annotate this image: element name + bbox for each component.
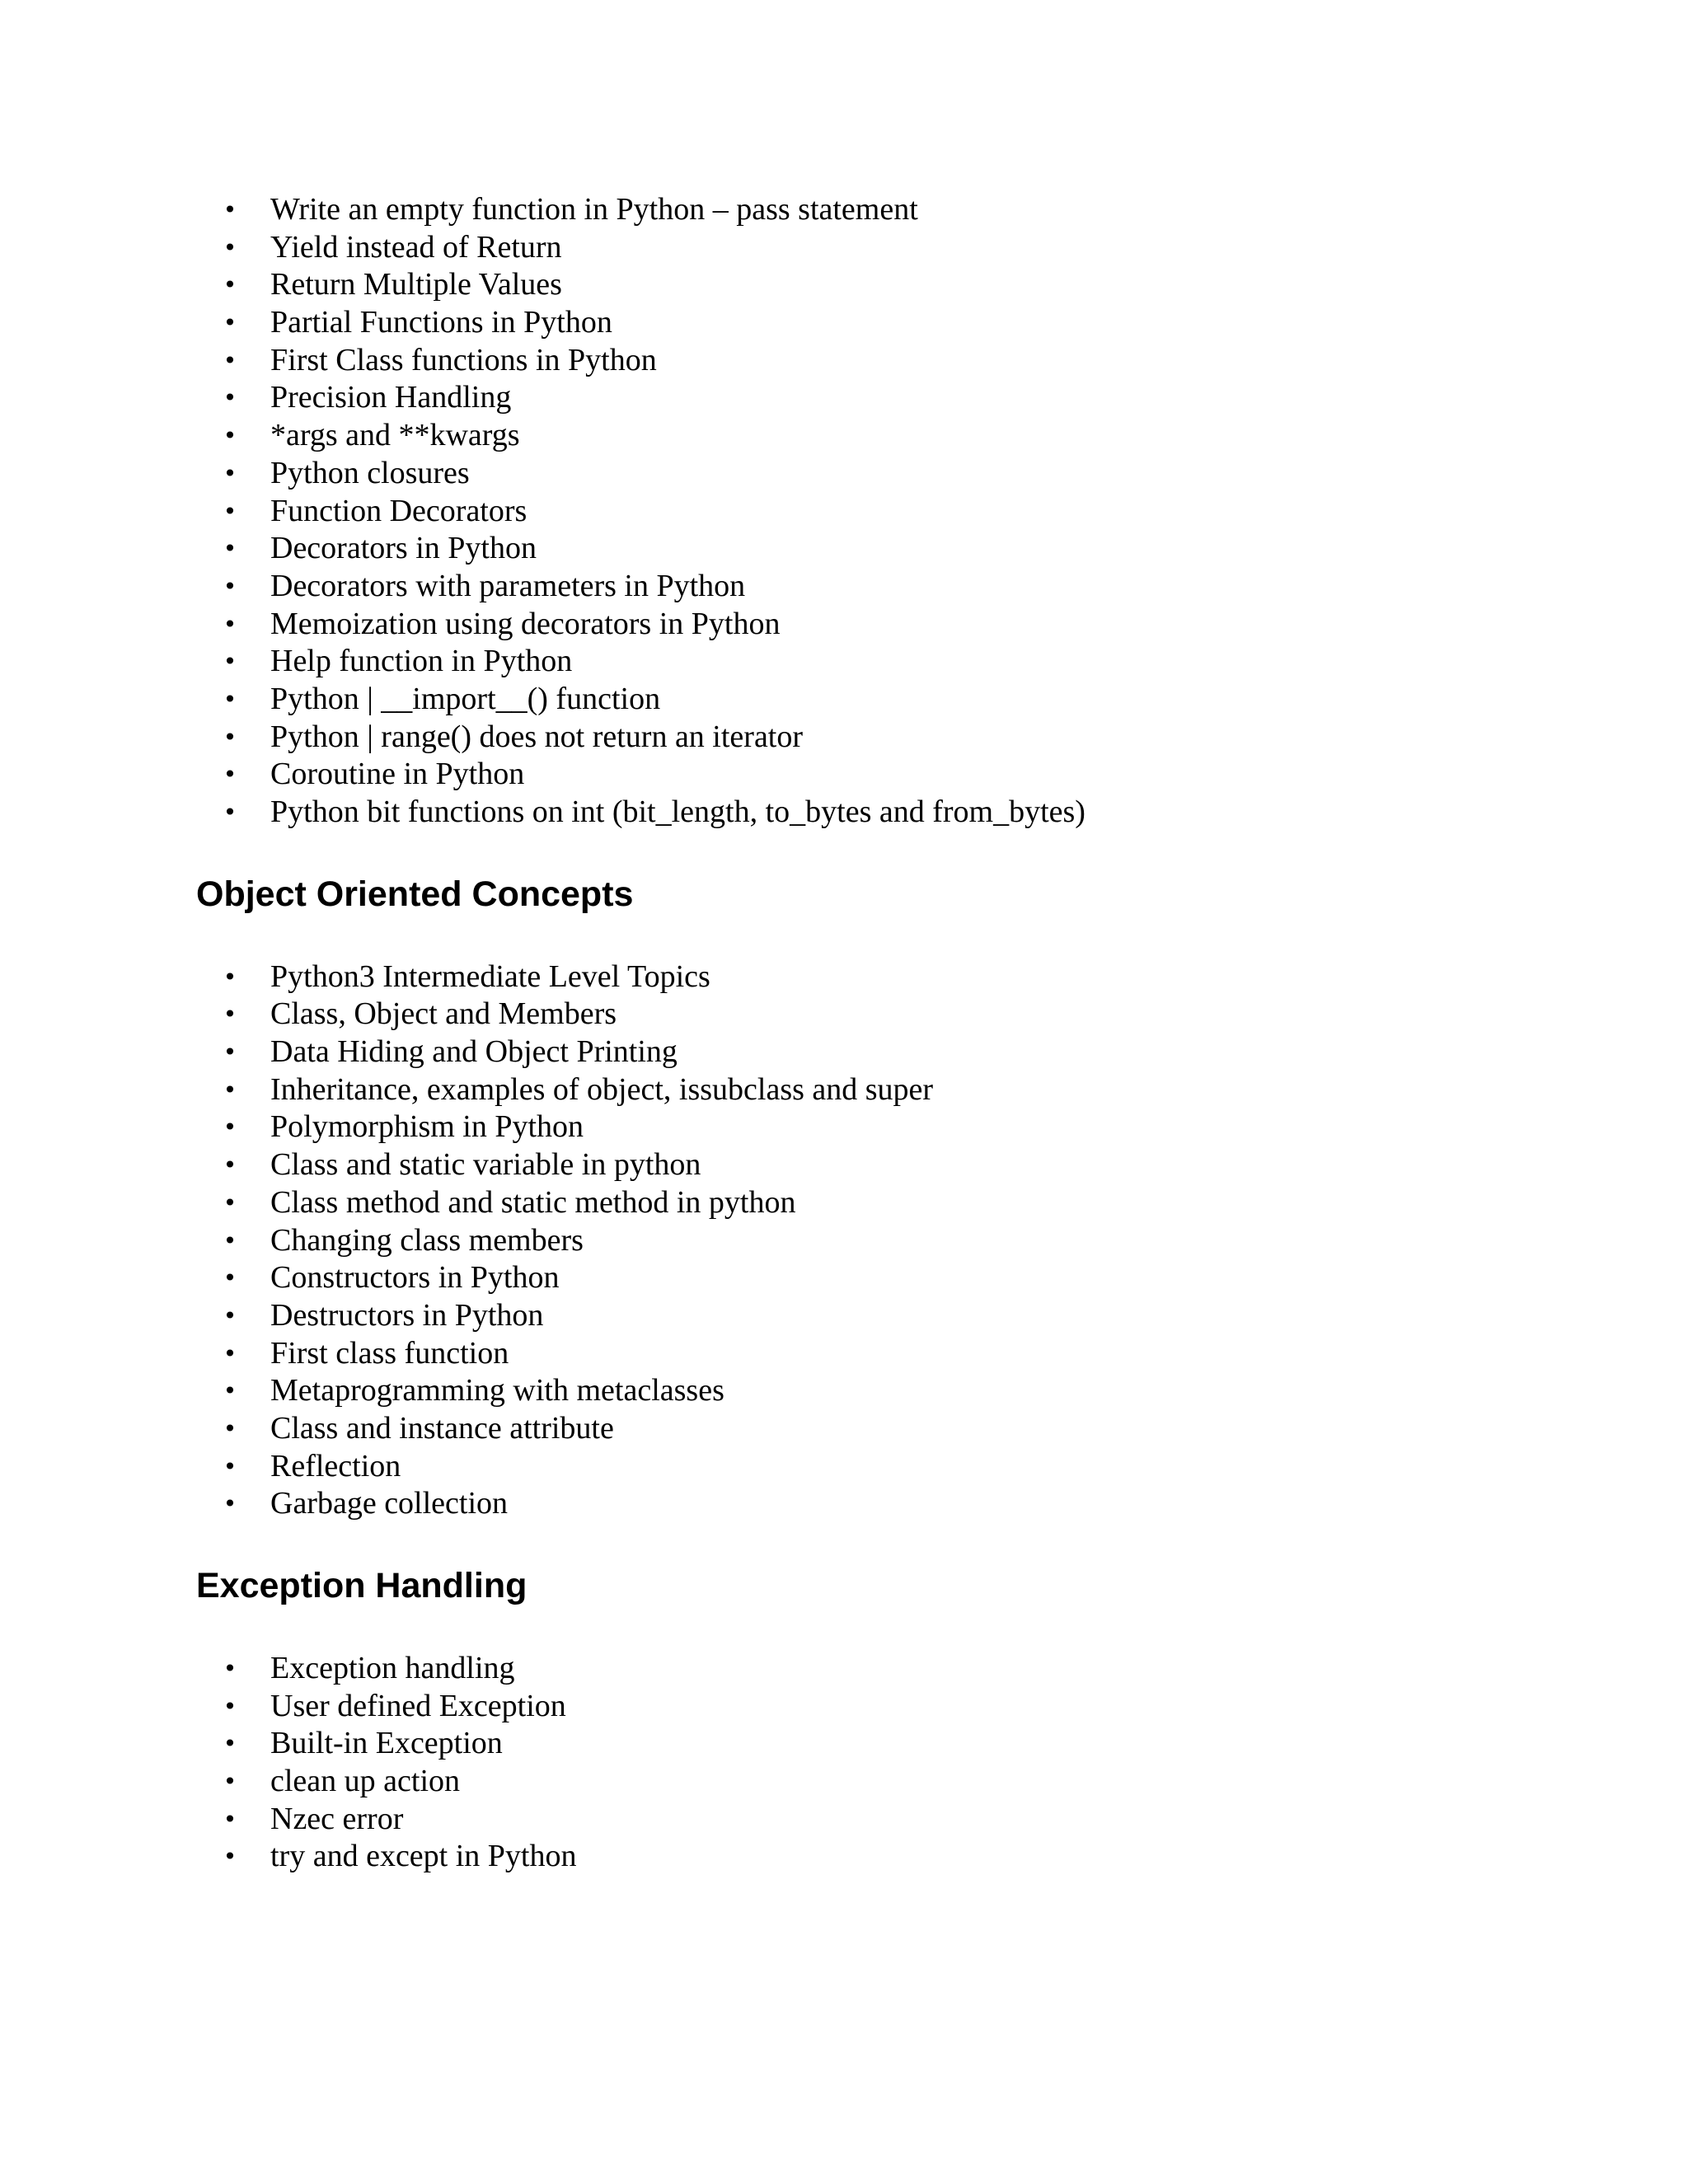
- list-item: [196, 1033, 1515, 1071]
- list-item: [196, 1372, 1515, 1410]
- list-item: [196, 1448, 1515, 1486]
- list-item: [196, 304, 1515, 342]
- list-item-text: Data Hiding and Object Printing: [270, 1034, 678, 1070]
- list-item-text: try and except in Python: [270, 1839, 577, 1874]
- bullet-icon: •: [223, 1076, 237, 1104]
- list-item: [196, 1108, 1515, 1146]
- list-item-text: Built-in Exception: [270, 1726, 503, 1761]
- bullet-icon: •: [223, 1414, 237, 1442]
- list-item-text: Python3 Intermediate Level Topics: [270, 958, 710, 994]
- list-item: [196, 1410, 1515, 1448]
- bullet-icon: •: [223, 1768, 237, 1796]
- bullet-icon: •: [223, 1655, 237, 1682]
- exception-topic-list: [196, 1650, 1515, 1876]
- list-item-text: Class and instance attribute: [270, 1410, 614, 1446]
- list-item: [196, 229, 1515, 267]
- bullet-icon: •: [223, 1843, 237, 1871]
- list-item-text: Exception handling: [270, 1651, 515, 1685]
- list-item-text: Changing class members: [270, 1222, 584, 1258]
- list-item-text: Inheritance, examples of object, issubclass and super: [270, 1071, 934, 1107]
- bullet-icon: •: [223, 1188, 237, 1216]
- list-item: [196, 1763, 1515, 1801]
- list-item-text: Precision Handling: [270, 380, 512, 415]
- bullet-icon: •: [223, 459, 237, 487]
- bullet-icon: •: [223, 1151, 237, 1179]
- bullet-icon: •: [223, 648, 237, 676]
- list-item: [196, 1650, 1515, 1688]
- list-item: [196, 1688, 1515, 1726]
- bullet-icon: •: [223, 799, 237, 826]
- list-item: [196, 1485, 1515, 1523]
- list-item: [196, 1222, 1515, 1260]
- list-item: [196, 1335, 1515, 1373]
- bullet-icon: •: [223, 1301, 237, 1329]
- list-item-text: Class method and static method in python: [270, 1184, 796, 1220]
- list-item: [196, 417, 1515, 455]
- bullet-icon: •: [223, 1226, 237, 1254]
- list-item: [196, 1146, 1515, 1184]
- list-item: [196, 568, 1515, 606]
- list-item-text: Partial Functions in Python: [270, 305, 612, 340]
- list-item-text: Polymorphism in Python: [270, 1109, 584, 1145]
- list-item: [196, 756, 1515, 794]
- bullet-icon: •: [223, 346, 237, 374]
- list-item-text: Yield instead of Return: [270, 229, 562, 265]
- list-item: [196, 1071, 1515, 1109]
- list-item-text: Nzec error: [270, 1801, 404, 1836]
- list-item: [196, 1801, 1515, 1839]
- list-item-text: Function Decorators: [270, 493, 528, 528]
- bullet-icon: •: [223, 497, 237, 525]
- list-item: [196, 455, 1515, 493]
- bullet-icon: •: [223, 1452, 237, 1480]
- bullet-icon: •: [223, 1490, 237, 1518]
- bullet-icon: •: [223, 535, 237, 563]
- list-item-text: First class function: [270, 1335, 509, 1371]
- list-item-text: *args and **kwargs: [270, 418, 520, 453]
- list-item-text: Return Multiple Values: [270, 267, 562, 302]
- list-item: [196, 1259, 1515, 1297]
- list-item: [196, 643, 1515, 681]
- section-heading-object-oriented-concepts: Object Oriented Concepts: [196, 874, 634, 914]
- document-content: [196, 191, 1515, 1876]
- bullet-icon: •: [223, 384, 237, 412]
- bullet-icon: •: [223, 1805, 237, 1833]
- list-item: [196, 719, 1515, 757]
- bullet-icon: •: [223, 1113, 237, 1141]
- list-item-text: Metaprogramming with metaclasses: [270, 1373, 724, 1408]
- list-item: [196, 530, 1515, 568]
- list-item-text: Python bit functions on int (bit_length, to_bytes and from_bytes): [270, 794, 1085, 829]
- bullet-icon: •: [223, 196, 237, 223]
- list-item-text: Decorators with parameters in Python: [270, 568, 746, 603]
- list-item-text: Class and static variable in python: [270, 1147, 701, 1183]
- list-item: [196, 794, 1515, 832]
- list-item-text: Destructors in Python: [270, 1297, 544, 1333]
- bullet-icon: •: [223, 1377, 237, 1405]
- list-item: [196, 493, 1515, 531]
- list-item: [196, 996, 1515, 1033]
- bullet-icon: •: [223, 1692, 237, 1720]
- list-item-text: Constructors in Python: [270, 1260, 560, 1296]
- list-item: [196, 1297, 1515, 1335]
- functions-topic-list: [196, 191, 1515, 832]
- list-item-text: Write an empty function in Python – pass statement: [270, 192, 918, 227]
- bullet-icon: •: [223, 723, 237, 751]
- list-item: [196, 191, 1515, 229]
- list-item: [196, 681, 1515, 719]
- list-item-text: Python | __import__() function: [270, 681, 661, 716]
- bullet-icon: •: [223, 309, 237, 337]
- list-item: [196, 1184, 1515, 1222]
- list-item: [196, 1838, 1515, 1876]
- bullet-icon: •: [223, 233, 237, 261]
- bullet-icon: •: [223, 1001, 237, 1029]
- bullet-icon: •: [223, 1264, 237, 1292]
- list-item-text: Python | range() does not return an iterator: [270, 719, 804, 754]
- bullet-icon: •: [223, 685, 237, 713]
- list-item-text: Python closures: [270, 455, 470, 490]
- bullet-icon: •: [223, 610, 237, 638]
- bullet-icon: •: [223, 572, 237, 600]
- list-item: [196, 606, 1515, 644]
- list-item: [196, 379, 1515, 417]
- list-item-text: Garbage collection: [270, 1486, 509, 1521]
- list-item-text: Coroutine in Python: [270, 757, 525, 792]
- list-item-text: Class, Object and Members: [270, 996, 617, 1032]
- list-item: [196, 958, 1515, 996]
- list-item: [196, 1725, 1515, 1763]
- list-item-text: Memoization using decorators in Python: [270, 606, 781, 641]
- list-item-text: clean up action: [270, 1764, 461, 1799]
- bullet-icon: •: [223, 271, 237, 299]
- bullet-icon: •: [223, 1038, 237, 1066]
- bullet-icon: •: [223, 422, 237, 450]
- bullet-icon: •: [223, 963, 237, 991]
- list-item-text: First Class functions in Python: [270, 342, 657, 377]
- oop-topic-list: [196, 958, 1515, 1523]
- bullet-icon: •: [223, 1339, 237, 1367]
- bullet-icon: •: [223, 1730, 237, 1758]
- list-item-text: User defined Exception: [270, 1688, 566, 1723]
- list-item-text: Help function in Python: [270, 644, 573, 679]
- list-item-text: Decorators in Python: [270, 531, 537, 566]
- list-item-text: Reflection: [270, 1448, 401, 1483]
- list-item: [196, 266, 1515, 304]
- list-item: [196, 342, 1515, 380]
- section-heading-exception-handling: Exception Handling: [196, 1566, 528, 1605]
- bullet-icon: •: [223, 761, 237, 789]
